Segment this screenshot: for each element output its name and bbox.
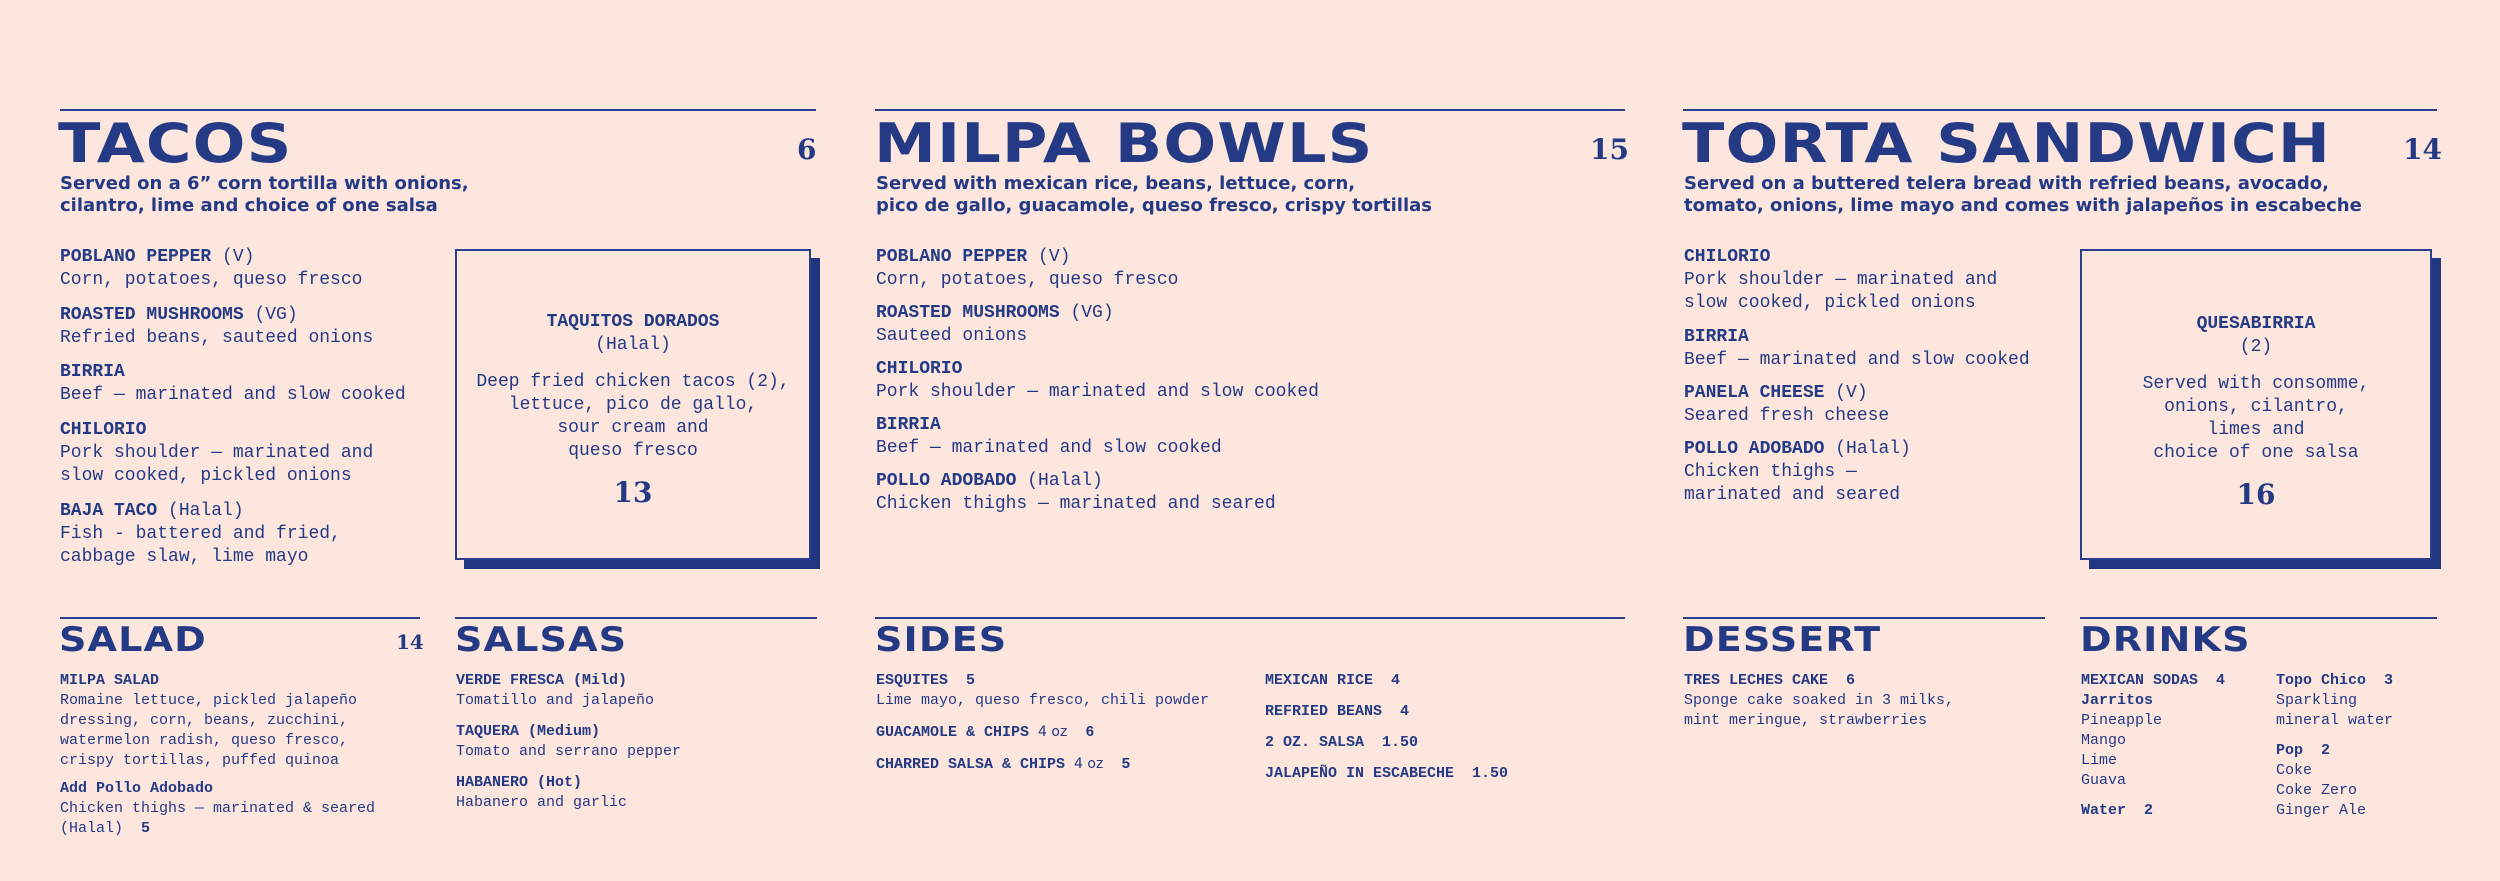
salad-price: 14 bbox=[396, 630, 424, 654]
feature-title: TAQUITOS DORADOS bbox=[546, 312, 720, 332]
drinks-rule bbox=[2080, 617, 2437, 619]
bowls-rule bbox=[875, 109, 1625, 111]
torta-title: TORTA SANDWICH bbox=[1682, 112, 2331, 175]
bowls-title: MILPA BOWLS bbox=[874, 112, 1374, 175]
drink-item: Pop 2 Coke Coke Zero Ginger Ale bbox=[2276, 742, 2367, 819]
side-item: JALAPEÑO IN ESCABECHE 1.50 bbox=[1265, 765, 1509, 782]
salsas-rule bbox=[455, 617, 817, 619]
salad-item: MILPA SALAD Romaine lettuce, pickled jalapeño dressing, corn, beans, zucchini, watermelon radish, queso fresco, crispy tortillas, puffed quinoa bbox=[60, 672, 358, 769]
torta-subtitle: Served on a buttered telera bread with refried beans, avocado, tomato, onions, lime mayo and comes with jalapeños in escabeche bbox=[1684, 173, 2362, 216]
dessert-title: DESSERT bbox=[1683, 620, 1882, 660]
drink-item: MEXICAN SODAS 4 Jarritos Pineapple Mango Lime Guava bbox=[2081, 672, 2226, 789]
salsas-title: SALSAS bbox=[455, 620, 628, 660]
tacos-item: ROASTED MUSHROOMS (VG) Refried beans, sauteed onions bbox=[60, 305, 374, 348]
quesabirria-feature-box: QUESABIRRIA (2) Served with consomme, onions, cilantro, limes and choice of one salsa 16 bbox=[2080, 249, 2432, 560]
side-item: CHARRED SALSA & CHIPS 4 oz 5 bbox=[876, 756, 1131, 773]
tacos-item: CHILORIO Pork shoulder — marinated and slow cooked, pickled onions bbox=[60, 420, 374, 486]
torta-item: BIRRIA Beef — marinated and slow cooked bbox=[1684, 327, 2030, 370]
tacos-subtitle: Served on a 6” corn tortilla with onions, cilantro, lime and choice of one salsa bbox=[60, 173, 469, 216]
side-item: MEXICAN RICE 4 bbox=[1265, 672, 1401, 689]
bowls-price: 15 bbox=[1590, 133, 1629, 166]
torta-item: PANELA CHEESE (V) Seared fresh cheese bbox=[1684, 383, 1890, 426]
tacos-item: POBLANO PEPPER (V) Corn, potatoes, queso fresco bbox=[60, 247, 363, 290]
drink-item: Topo Chico 3 Sparkling mineral water bbox=[2276, 672, 2394, 729]
bowls-item: CHILORIO Pork shoulder — marinated and slow cooked bbox=[876, 359, 1319, 402]
drink-item: Water 2 bbox=[2081, 802, 2154, 819]
bowls-item: BIRRIA Beef — marinated and slow cooked bbox=[876, 415, 1222, 458]
feature-tag: (Halal) bbox=[595, 335, 671, 355]
torta-price: 14 bbox=[2403, 133, 2442, 166]
salad-rule bbox=[60, 617, 420, 619]
salad-addon: Add Pollo Adobado Chicken thighs — marinated & seared (Halal) 5 bbox=[60, 780, 376, 837]
side-item: ESQUITES 5 Lime mayo, queso fresco, chili powder bbox=[876, 672, 1210, 709]
dessert-rule bbox=[1683, 617, 2045, 619]
tacos-title: TACOS bbox=[58, 112, 293, 175]
sides-title: SIDES bbox=[875, 620, 1008, 660]
sides-rule bbox=[875, 617, 1625, 619]
bowls-subtitle: Served with mexican rice, beans, lettuce, corn, pico de gallo, guacamole, queso fresco, crispy tortillas bbox=[876, 173, 1432, 216]
salsa-item: TAQUERA (Medium) Tomato and serrano pepper bbox=[456, 723, 682, 760]
side-item: GUACAMOLE & CHIPS 4 oz 6 bbox=[876, 724, 1095, 741]
tacos-item: BIRRIA Beef — marinated and slow cooked bbox=[60, 362, 406, 405]
tacos-rule bbox=[60, 109, 816, 111]
feature-price: 16 bbox=[2236, 478, 2276, 511]
torta-rule bbox=[1683, 109, 2437, 111]
taquitos-feature-box: TAQUITOS DORADOS (Halal) Deep fried chicken tacos (2), lettuce, pico de gallo, sour cream and queso fresco 13 bbox=[455, 249, 811, 560]
feature-price: 13 bbox=[613, 476, 653, 509]
side-item: REFRIED BEANS 4 bbox=[1265, 703, 1410, 720]
bowls-item: ROASTED MUSHROOMS (VG) Sauteed onions bbox=[876, 303, 1114, 346]
salad-title: SALAD bbox=[59, 620, 207, 660]
salsa-item: HABANERO (Hot) Habanero and garlic bbox=[456, 774, 628, 811]
bowls-item: POLLO ADOBADO (Halal) Chicken thighs — marinated and seared bbox=[876, 471, 1276, 514]
feature-title: QUESABIRRIA bbox=[2196, 314, 2316, 334]
feature-tag: (2) bbox=[2239, 337, 2273, 357]
tacos-item: BAJA TACO (Halal) Fish - battered and fried, cabbage slaw, lime mayo bbox=[60, 501, 341, 567]
dessert-item: TRES LECHES CAKE 6 Sponge cake soaked in 3 milks, mint meringue, strawberries bbox=[1684, 672, 1955, 729]
drinks-title: DRINKS bbox=[2080, 620, 2251, 660]
salsa-item: VERDE FRESCA (Mild) Tomatillo and jalapeño bbox=[456, 672, 655, 709]
side-item: 2 OZ. SALSA 1.50 bbox=[1265, 734, 1419, 751]
torta-item: CHILORIO Pork shoulder — marinated and slow cooked, pickled onions bbox=[1684, 247, 1998, 313]
bowls-item: POBLANO PEPPER (V) Corn, potatoes, queso fresco bbox=[876, 247, 1179, 290]
tacos-price: 6 bbox=[797, 133, 817, 166]
torta-item: POLLO ADOBADO (Halal) Chicken thighs — marinated and seared bbox=[1684, 439, 1911, 505]
